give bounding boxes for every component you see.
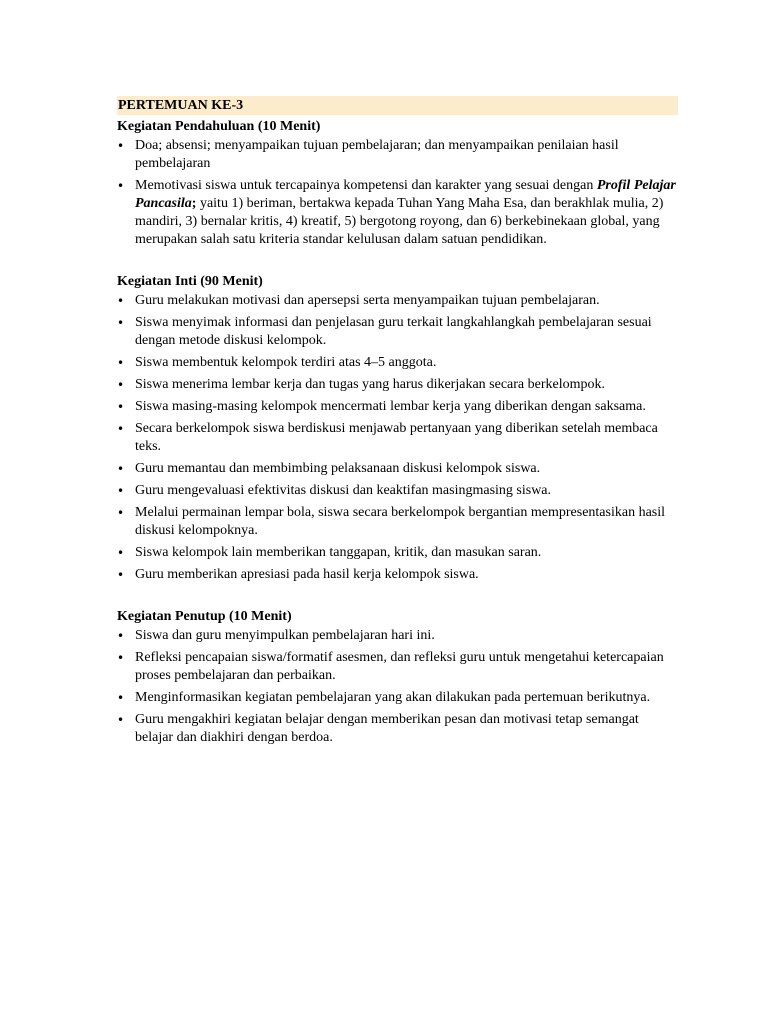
list-item [117, 376, 678, 394]
bullet-icon: • [117, 691, 125, 705]
list-item-text: Siswa dan guru menyimpulkan pembelajaran hari ini. [135, 628, 435, 643]
list-penutup [117, 627, 678, 747]
list-item [117, 398, 678, 416]
list-pendahuluan [117, 137, 678, 249]
list-item [117, 627, 678, 645]
list-item [117, 460, 678, 478]
bullet-icon: • [117, 179, 125, 193]
list-item [117, 711, 678, 747]
list-inti [117, 292, 678, 584]
list-item-text: Siswa menyimak informasi dan penjelasan guru terkait langkahlangkah pembelajaran sesuai dengan metode diskusi kelompok. [135, 315, 652, 348]
list-item-text: Melalui permainan lempar bola, siswa secara berkelompok bergantian mempresentasikan hasil diskusi kelompoknya. [135, 505, 666, 538]
list-item [117, 292, 678, 310]
list-item-text: Siswa masing-masing kelompok mencermati lembar kerja yang diberikan dengan saksama. [135, 399, 646, 414]
list-item-text: Menginformasikan kegiatan pembelajaran yang akan dilakukan pada pertemuan berikutnya. [135, 690, 651, 705]
bullet-icon: • [117, 651, 125, 665]
section-spacer [117, 253, 678, 270]
list-item [117, 354, 678, 372]
list-item-text: Doa; absensi; menyampaikan tujuan pembelajaran; dan menyampaikan penilaian hasil pembelajaran [135, 138, 619, 171]
bullet-icon: • [117, 316, 125, 330]
section-heading-penutup: Kegiatan Penutup (10 Menit) [117, 609, 292, 624]
bullet-icon: • [117, 568, 125, 582]
list-item [117, 544, 678, 562]
bullet-icon: • [117, 713, 125, 727]
list-item-text: Guru memantau dan membimbing pelaksanaan diskusi kelompok siswa. [135, 461, 541, 476]
bullet-icon: • [117, 546, 125, 560]
list-item [117, 482, 678, 500]
bullet-icon: • [117, 422, 125, 436]
list-item-text: Guru mengakhiri kegiatan belajar dengan memberikan pesan dan motivasi tetap semangat belajar dan diakhiri dengan berdoa. [135, 712, 639, 745]
list-item-text: Refleksi pencapaian siswa/formatif asesmen, dan refleksi guru untuk mengetahui ketercapaian proses pembelajaran dan perbaikan. [135, 650, 664, 683]
emphasis-semicolon: ; [191, 196, 197, 211]
bullet-icon: • [117, 356, 125, 370]
list-item [117, 689, 678, 707]
list-item [117, 504, 678, 540]
list-item [117, 177, 678, 249]
list-item [117, 649, 678, 685]
list-item [117, 420, 678, 456]
list-item [117, 314, 678, 350]
meeting-title-banner: PERTEMUAN KE-3 [117, 96, 678, 115]
list-item [117, 566, 678, 584]
section-heading-pendahuluan: Kegiatan Pendahuluan (10 Menit) [117, 119, 321, 134]
list-item-text: Siswa menerima lembar kerja dan tugas yang harus dikerjakan secara berkelompok. [135, 377, 605, 392]
list-item-text: Guru mengevaluasi efektivitas diskusi dan keaktifan masingmasing siswa. [135, 483, 552, 498]
section-heading-inti: Kegiatan Inti (90 Menit) [117, 274, 263, 289]
list-item-text: Secara berkelompok siswa berdiskusi menjawab pertanyaan yang diberikan setelah membaca teks. [135, 421, 658, 454]
bullet-icon: • [117, 400, 125, 414]
list-item [117, 137, 678, 173]
list-item-text [135, 178, 676, 247]
list-item-text: Guru melakukan motivasi dan apersepsi serta menyampaikan tujuan pembelajaran. [135, 293, 600, 308]
list-item-text: Siswa kelompok lain memberikan tanggapan, kritik, dan masukan saran. [135, 545, 542, 560]
bullet-icon: • [117, 506, 125, 520]
list-item-text-lead: Memotivasi siswa untuk tercapainya kompetensi dan karakter yang sesuai dengan [135, 178, 597, 193]
bullet-icon: • [117, 484, 125, 498]
bullet-icon: • [117, 294, 125, 308]
list-item-text: Guru memberikan apresiasi pada hasil kerja kelompok siswa. [135, 567, 479, 582]
bullet-icon: • [117, 378, 125, 392]
document-page [117, 96, 678, 751]
bullet-icon: • [117, 462, 125, 476]
list-item-text: Siswa membentuk kelompok terdiri atas 4–5 anggota. [135, 355, 437, 370]
bullet-icon: • [117, 629, 125, 643]
section-spacer [117, 588, 678, 605]
profil-pelajar-pancasila-emphasis: Profil Pelajar Pancasila [135, 178, 676, 211]
bullet-icon: • [117, 139, 125, 153]
list-item-text-rest: yaitu 1) beriman, bertakwa kepada Tuhan Yang Maha Esa, dan berakhlak mulia, 2) mandiri, 3) bernalar kritis, 4) kreatif, 5) bergotong royong, dan 6) berkebinekaan global, yang merupakan salah satu kriteria standar kelulusan dalam satuan pendidikan. [135, 196, 664, 247]
